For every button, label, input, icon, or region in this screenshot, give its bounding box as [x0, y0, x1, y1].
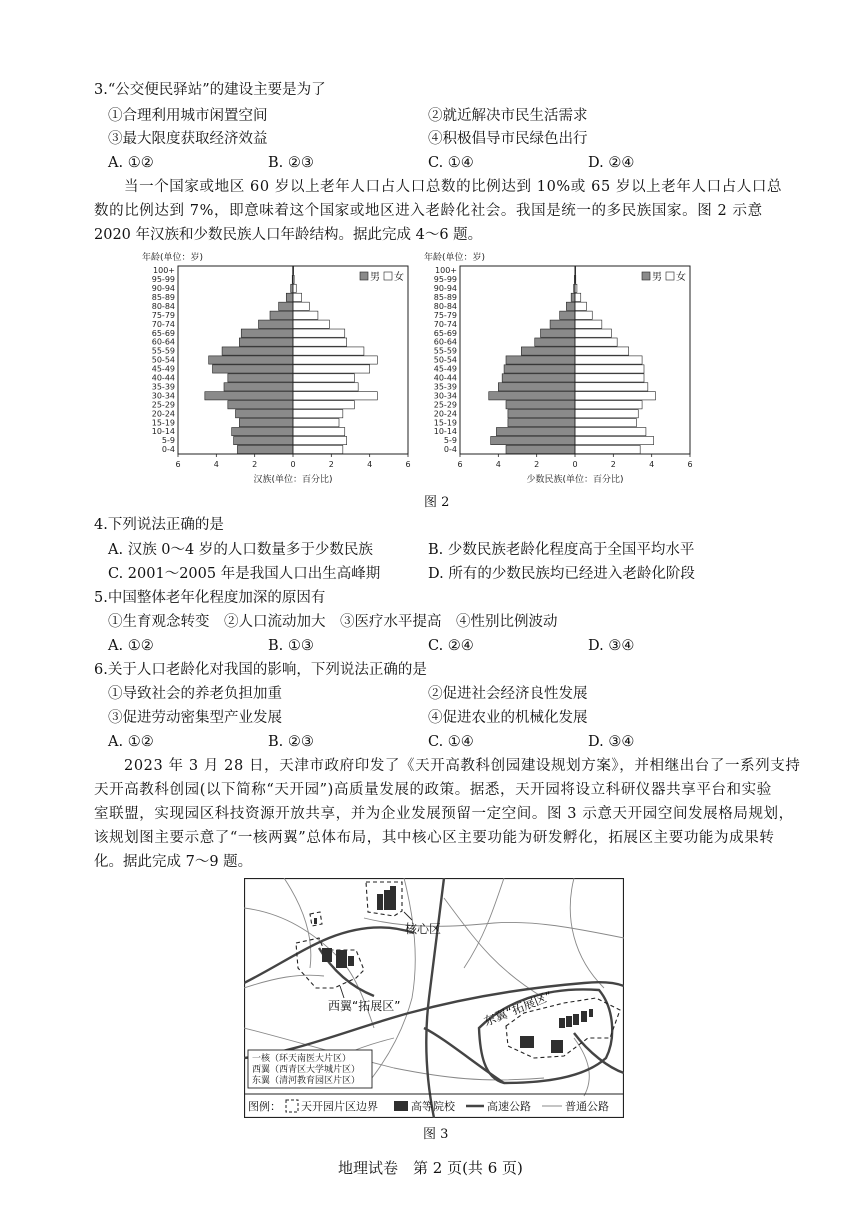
x-tick-label: 2: [328, 460, 334, 469]
passage2-line-3: 室联盟，实现园区科技资源开放共享，并为企业发展预留一定空间。图 3 示意天开园空间发展格局规划，: [94, 806, 794, 822]
y-tick-label: 0-4: [161, 445, 175, 455]
legend-female-swatch: [666, 272, 674, 280]
q5-option-b: B. ①③: [268, 638, 314, 654]
q5-option-d: D. ③④: [588, 638, 635, 654]
x-tick-label: 4: [495, 460, 501, 469]
bar-male-55-59: [222, 347, 293, 355]
y-tick-label: 75-79: [433, 310, 457, 320]
bar-female-65-69: [293, 329, 345, 337]
q5-items: ①生育观念转变 ②人口流动加大 ③医疗水平提高 ④性别比例波动: [108, 614, 558, 630]
y-tick-label: 100+: [435, 266, 457, 276]
q5-stem: 5.中国整体老年化程度加深的原因有: [94, 590, 326, 606]
y-tick-label: 10-14: [151, 427, 175, 437]
legend-male-swatch: [642, 272, 650, 280]
passage1-line-3: 2020 年汉族和少数民族人口年龄结构。据此完成 4～6 题。: [94, 227, 483, 243]
passage1-line-2: 数的比例达到 7%，即意味着这个国家或地区进入老龄化社会。我国是统一的多民族国家。图 2 示意: [94, 203, 763, 219]
q3-stem: 3.“公交便民驿站”的建设主要是为了: [94, 82, 326, 98]
x-tick-label: 2: [610, 460, 616, 469]
q6-option-c: C. ①④: [428, 734, 474, 750]
legend-university-label: 高等院校: [411, 1100, 455, 1113]
bar-male-35-39: [498, 383, 575, 391]
bar-female-5-9: [575, 436, 654, 444]
legend-male-label: 男: [370, 272, 380, 283]
bar-male-30-34: [489, 392, 575, 400]
bar-male-65-69: [541, 329, 576, 337]
y-tick-label: 95-99: [151, 275, 175, 285]
bar-female-45-49: [575, 365, 644, 373]
q6-item-1: ①导致社会的养老负担加重: [108, 686, 282, 702]
bar-male-45-49: [213, 365, 294, 373]
legend-female-label: 女: [394, 272, 404, 283]
q4-option-b: B. 少数民族老龄化程度高于全国平均水平: [428, 542, 695, 558]
x-tick-label: 6: [175, 460, 181, 469]
label-west: 西翼“拓展区”: [328, 999, 401, 1013]
bar-female-0-4: [293, 445, 343, 453]
pyramid-y-label: 年龄(单位：岁): [424, 253, 486, 263]
q3-option-b: B. ②③: [268, 155, 314, 171]
x-tick-label: 0: [290, 460, 296, 469]
bar-male-25-29: [506, 401, 575, 409]
bar-male-45-49: [504, 365, 575, 373]
bar-female-25-29: [575, 401, 642, 409]
x-tick-label: 6: [687, 460, 693, 469]
q6-item-3: ③促进劳动密集型产业发展: [108, 710, 282, 726]
tiankai-park-map: [244, 878, 624, 1118]
bar-male-5-9: [491, 436, 575, 444]
y-tick-label: 55-59: [151, 346, 175, 356]
bar-male-15-19: [239, 419, 293, 427]
bar-female-90-94: [293, 284, 296, 292]
bar-male-85-89: [286, 293, 293, 301]
bar-male-40-44: [228, 374, 293, 382]
y-tick-label: 5-9: [161, 436, 175, 446]
y-tick-label: 35-39: [151, 382, 175, 392]
bar-female-30-34: [575, 392, 656, 400]
bar-male-75-79: [270, 311, 293, 319]
x-tick-label: 6: [457, 460, 463, 469]
bar-female-80-84: [575, 302, 587, 310]
bar-female-15-19: [293, 419, 339, 427]
q4-option-c: C. 2001～2005 年是我国人口出生高峰期: [108, 566, 381, 582]
bar-female-35-39: [293, 383, 358, 391]
y-tick-label: 5-9: [443, 436, 457, 446]
bar-female-15-19: [575, 419, 636, 427]
q3-item-2: ②就近解决市民生活需求: [428, 108, 588, 124]
q6-option-b: B. ②③: [268, 734, 314, 750]
bar-female-70-74: [575, 320, 602, 328]
q3-item-4: ④积极倡导市民绿色出行: [428, 131, 588, 147]
bar-female-50-54: [293, 356, 377, 364]
y-tick-label: 25-29: [433, 400, 457, 410]
bar-male-10-14: [232, 428, 293, 436]
passage2-line-1: 2023 年 3 月 28 日，天津市政府印发了《天开高教科创园建设规划方案》，并相继出台了一系列支持: [124, 758, 801, 774]
bar-male-70-74: [550, 320, 575, 328]
y-tick-label: 90-94: [433, 283, 457, 293]
y-tick-label: 70-74: [433, 319, 457, 329]
q4-option-d: D. 所有的少数民族均已经进入老龄化阶段: [428, 566, 695, 582]
bar-male-35-39: [224, 383, 293, 391]
q3-option-a: A. ①②: [108, 155, 154, 171]
bar-male-5-9: [234, 436, 293, 444]
bar-male-65-69: [241, 329, 293, 337]
q5-option-a: A. ①②: [108, 638, 154, 654]
bar-male-85-89: [571, 293, 575, 301]
q6-option-a: A. ①②: [108, 734, 154, 750]
y-tick-label: 60-64: [433, 337, 457, 347]
bar-male-0-4: [237, 445, 293, 453]
y-tick-label: 45-49: [433, 364, 457, 374]
bar-female-35-39: [575, 383, 648, 391]
legend-male-swatch: [360, 272, 368, 280]
bar-male-40-44: [502, 374, 575, 382]
bar-female-10-14: [575, 428, 646, 436]
y-tick-label: 0-4: [443, 445, 457, 455]
q6-item-2: ②促进社会经济良性发展: [428, 686, 588, 702]
y-tick-label: 90-94: [151, 283, 175, 293]
q3-option-d: D. ②④: [588, 155, 635, 171]
bar-female-60-64: [293, 338, 347, 346]
bar-male-10-14: [496, 428, 575, 436]
note-core: 一核（环天南医大片区）: [252, 1054, 352, 1064]
y-tick-label: 100+: [153, 266, 175, 276]
y-tick-label: 80-84: [151, 301, 175, 311]
y-tick-label: 25-29: [151, 400, 175, 410]
q5-option-c: C. ②④: [428, 638, 474, 654]
bar-male-75-79: [560, 311, 575, 319]
bar-male-80-84: [566, 302, 575, 310]
x-tick-label: 0: [572, 460, 578, 469]
x-tick-label: 6: [405, 460, 411, 469]
bar-female-0-4: [575, 445, 640, 453]
bar-female-80-84: [293, 302, 309, 310]
bar-female-85-89: [293, 293, 302, 301]
population-pyramid-minority: [410, 252, 720, 492]
label-east: 东翼“拓展区”: [481, 988, 555, 1029]
pyramid-x-label: 汉族(单位：百分比): [253, 475, 333, 485]
y-tick-label: 40-44: [151, 373, 175, 383]
y-tick-label: 70-74: [151, 319, 175, 329]
y-tick-label: 65-69: [433, 328, 457, 338]
x-tick-label: 4: [213, 460, 219, 469]
x-tick-label: 2: [534, 460, 540, 469]
bar-male-50-54: [209, 356, 293, 364]
passage2-line-5: 化。据此完成 7～9 题。: [94, 854, 253, 870]
bar-female-10-14: [293, 428, 345, 436]
y-tick-label: 75-79: [151, 310, 175, 320]
q3-item-3: ③最大限度获取经济效益: [108, 131, 268, 147]
bar-male-20-24: [236, 410, 294, 418]
bar-male-25-29: [228, 401, 293, 409]
y-tick-label: 85-89: [151, 292, 175, 302]
x-tick-label: 4: [649, 460, 655, 469]
bar-female-70-74: [293, 320, 329, 328]
legend-boundary-label: 天开园片区边界: [301, 1100, 378, 1113]
label-core: 核心区: [405, 922, 442, 936]
bar-female-20-24: [293, 410, 343, 418]
bar-female-30-34: [293, 392, 377, 400]
legend-male-label: 男: [652, 272, 662, 283]
bar-male-60-64: [535, 338, 575, 346]
q4-option-a: A. 汉族 0～4 岁的人口数量多于少数民族: [108, 542, 373, 558]
q6-stem: 6.关于人口老龄化对我国的影响，下列说法正确的是: [94, 662, 427, 678]
y-tick-label: 80-84: [433, 301, 457, 311]
passage2-line-4: 该规划图主要示意了“一核两翼”总体布局，其中核心区主要功能为研发孵化，拓展区主要功能为成果转: [94, 830, 775, 846]
y-tick-label: 65-69: [151, 328, 175, 338]
bar-male-50-54: [506, 356, 575, 364]
bar-female-85-89: [575, 293, 581, 301]
bar-female-55-59: [575, 347, 629, 355]
legend-university-icon: [394, 1101, 408, 1111]
y-tick-label: 10-14: [433, 427, 457, 437]
bar-male-20-24: [508, 410, 575, 418]
x-tick-label: 4: [367, 460, 373, 469]
y-tick-label: 60-64: [151, 337, 175, 347]
legend-female-label: 女: [676, 272, 686, 283]
bar-male-60-64: [239, 338, 293, 346]
passage1-line-1: 当一个国家或地区 60 岁以上老年人口占人口总数的比例达到 10%或 65 岁以上老年人口占人口总: [124, 179, 783, 195]
bar-female-50-54: [575, 356, 642, 364]
y-tick-label: 40-44: [433, 373, 457, 383]
y-tick-label: 85-89: [433, 292, 457, 302]
legend-expressway-label: 高速公路: [487, 1100, 531, 1113]
note-west: 西翼（西青区大学城片区）: [252, 1065, 361, 1075]
legend-title: 图例：: [248, 1100, 281, 1113]
y-tick-label: 55-59: [433, 346, 457, 356]
population-pyramid-han: [140, 252, 420, 492]
bar-male-30-34: [205, 392, 293, 400]
bar-female-60-64: [575, 338, 617, 346]
bar-male-70-74: [259, 320, 294, 328]
q6-option-d: D. ③④: [588, 734, 635, 750]
y-tick-label: 15-19: [151, 418, 175, 428]
page-footer: 地理试卷 第 2 页(共 6 页): [338, 1159, 523, 1177]
x-tick-label: 2: [252, 460, 258, 469]
legend-female-swatch: [384, 272, 392, 280]
y-tick-label: 30-34: [151, 391, 175, 401]
y-tick-label: 20-24: [433, 409, 457, 419]
pyramid-x-label: 少数民族(单位：百分比): [526, 475, 624, 485]
passage2-line-2: 天开高教科创园(以下简称“天开园”)高质量发展的政策。据悉，天开园将设立科研仪器共享平台和实验: [94, 782, 772, 798]
bar-female-75-79: [575, 311, 592, 319]
q3-item-1: ①合理利用城市闲置空间: [108, 108, 268, 124]
bar-female-5-9: [293, 436, 347, 444]
legend-road-label: 普通公路: [565, 1100, 609, 1113]
y-tick-label: 15-19: [433, 418, 457, 428]
q6-item-4: ④促进农业的机械化发展: [428, 710, 588, 726]
bar-female-40-44: [293, 374, 354, 382]
note-east: 东翼（清河教育园区片区）: [252, 1076, 361, 1086]
q4-stem: 4.下列说法正确的是: [94, 517, 224, 533]
bar-female-75-79: [293, 311, 318, 319]
bar-male-55-59: [521, 347, 575, 355]
bar-female-45-49: [293, 365, 370, 373]
bar-male-80-84: [279, 302, 293, 310]
bar-female-20-24: [575, 410, 638, 418]
bar-female-40-44: [575, 374, 644, 382]
y-tick-label: 50-54: [151, 355, 175, 365]
bar-male-15-19: [508, 419, 575, 427]
y-tick-label: 45-49: [151, 364, 175, 374]
figure2-caption: 图 2: [424, 495, 450, 510]
q3-option-c: C. ①④: [428, 155, 474, 171]
bar-female-25-29: [293, 401, 354, 409]
bar-female-65-69: [575, 329, 611, 337]
y-tick-label: 95-99: [433, 275, 457, 285]
y-tick-label: 30-34: [433, 391, 457, 401]
y-tick-label: 35-39: [433, 382, 457, 392]
y-tick-label: 20-24: [151, 409, 175, 419]
bar-female-55-59: [293, 347, 364, 355]
pyramid-y-label: 年龄(单位：岁): [142, 253, 204, 263]
y-tick-label: 50-54: [433, 355, 457, 365]
figure3-caption: 图 3: [423, 1127, 449, 1142]
bar-male-0-4: [506, 445, 575, 453]
